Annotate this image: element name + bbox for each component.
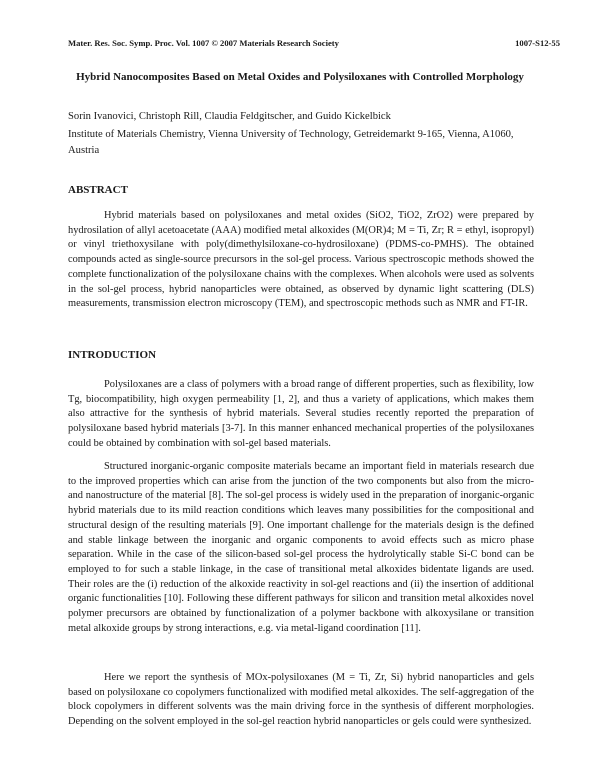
introduction-paragraph-3 [68,671,534,730]
journal-citation: Mater. Res. Soc. Symp. Proc. Vol. 1007 © 2007 Materials Research Society [68,38,339,48]
paper-id: 1007-S12-55 [515,38,560,48]
paragraph-text: Here we report the synthesis of MOx-polysiloxanes (M = Ti, Zr, Si) hybrid nanoparticles and gels based on polysiloxane co copolymers functionalized with modified metal alkoxides. The self-aggregation of the block copolymers in different solvents was the main driving force in the synthesis of different morphologies. Depending on the solvent employed in the sol-gel reaction hybrid nanoparticles or gels could were synthesized. [68,672,534,728]
abstract-heading: ABSTRACT [68,184,128,196]
running-header [68,38,560,48]
introduction-paragraph-2 [68,460,534,636]
introduction-heading: INTRODUCTION [68,349,157,361]
introduction-paragraph-1 [68,378,534,452]
paper-title: Hybrid Nanocomposites Based on Metal Oxides and Polysiloxanes with Controlled Morphology [76,71,524,83]
affiliation: Institute of Materials Chemistry, Vienna University of Technology, Getreidemarkt 9-165, Vienna, A1060, Austria [68,129,514,156]
paragraph-text: Structured inorganic-organic composite materials became an important field in materials research due to the improved properties which can arise from the junction of the two components but also from the micro- and nanostructure of the material [8]. The sol-gel process is widely used in the preparation of inorganic-organic hybrid materials due to its mild reaction conditions which leaves many possibilities for the compositional and structural design of the resulting materials [9]. One important challenge for the materials design is the defined and stable linkage between the inorganic and organic components to avoid effects such as micro phase separation. While in the case of the silicon-based sol-gel process the hydrolytically stable Si-C bond can be employed to for such a stable linkage, in the case of transitional metal alkoxides bidentate ligands are used. Their roles are the (i) reduction of the alkoxide reactivity in sol-gel reactions and (ii) the insertion of additional organic functionalities [10]. Following these different pathways for silicon and transition metal alkoxides novel polymer precursors are obtained by functionalization of a polymer backbone with alkoxysilane or transition metal alkoxide groups by strong interactions, e.g. via metal-ligand coordination [11]. [68,461,534,634]
author-list: Sorin Ivanovici, Christoph Rill, Claudia Feldgitscher, and Guido Kickelbick [68,111,391,122]
abstract-paragraph: Hybrid materials based on polysiloxanes and metal oxides (SiO2, TiO2, ZrO2) were prepared by hydrosilation of allyl acetoacetate (AAA) modified metal alkoxides (M(OR)4; M = Ti, Zr; R = ethyl, isopropyl) or vinyl triethoxysilane with poly(dimethylsiloxane-co-hydrosiloxane) (PDMS-co-PMHS). The obtained compounds acted as single-source precursors in the sol-gel process. Various spectroscopic methods showed the complete functionalization of the polysiloxane chains with the complexes. When alcohols were used as solvents in the sol-gel process, hybrid nanoparticles were obtained, as observed by dynamic light scattering (DLS) measurements, transmission electron microscopy (TEM), and spectroscopic methods such as NMR and FT-IR. [68,210,534,310]
paragraph-text: Polysiloxanes are a class of polymers with a broad range of different properties, such as flexibility, low Tg, biocompatibility, high oxygen permeability [1, 2], and thus a variety of applications, which makes them also attractive for the synthesis of hybrid materials. Several studies recently reported the preparation of polysiloxane based hybrid materials [3-7]. In this manner enhanced mechanical properties of the polysiloxanes could be obtained by combination with sol-gel based materials. [68,379,534,449]
abstract-text [68,209,534,312]
